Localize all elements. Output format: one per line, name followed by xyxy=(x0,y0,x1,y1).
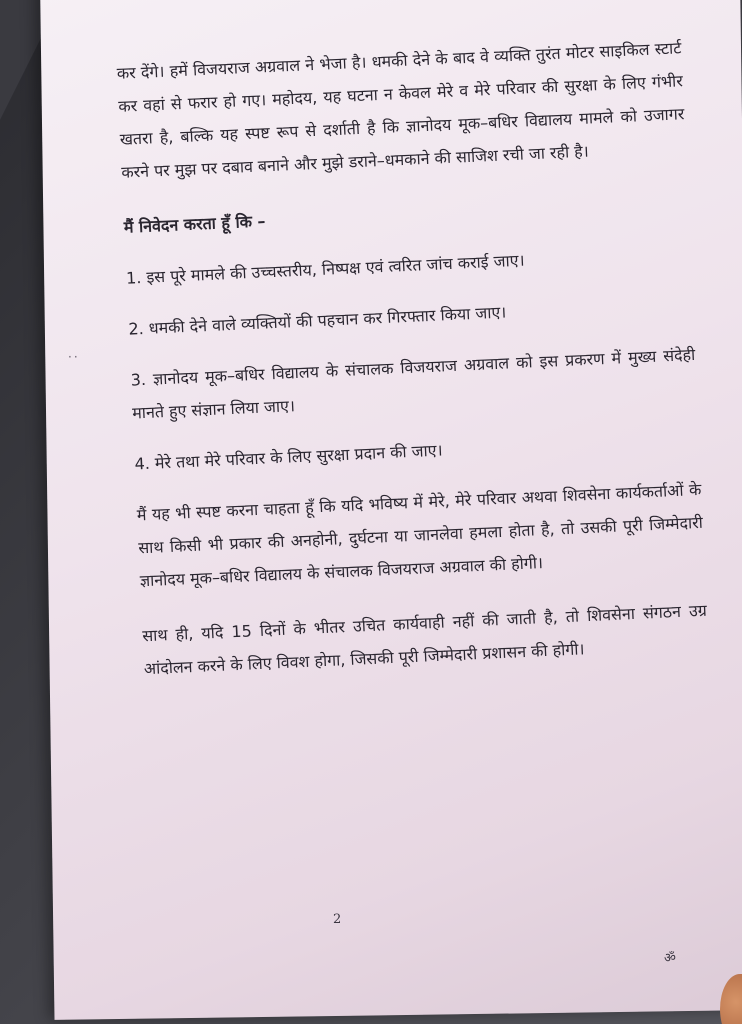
intro-paragraph: कर देंगे। हमें विजयराज अग्रवाल ने भेजा है। धमकी देने के बाद वे व्यक्ति तुरंत मोटर साइकिल स्टार्ट कर वहां से फरार हो गए। महोदय, यह घटना न केवल मेरे व मेरे परिवार की सुरक्षा के लिए गंभीर खतरा है, बल्कि यह स्पष्ट रूप से दर्शाती है कि ज्ञानोदय मूक–बधिर विद्यालय मामले को उजागर करने पर मुझ पर दबाव बनाने और मुझे डराने–धमकाने की साजिश रची जा रही है। xyxy=(116,38,685,182)
letter-body xyxy=(116,31,710,707)
request-item-4: 4. मेरे तथा मेरे परिवार के लिए सुरक्षा प्रदान की जाए। xyxy=(134,440,443,474)
stray-dots: ·· xyxy=(68,350,80,364)
request-item-3: 3. ज्ञानोदय मूक–बधिर विद्यालय के संचालक विजयराज अग्रवाल को इस प्रकरण में मुख्य संदेही मानते हुए संज्ञान लिया जाए। xyxy=(130,344,696,423)
request-heading: मैं निवेदन करता हूँ कि – xyxy=(123,211,266,237)
corner-mark: ॐ xyxy=(664,951,676,966)
paper-sheet xyxy=(40,0,742,1020)
request-item-2: 2. धमकी देने वाले व्यक्तियों की पहचान कर गिरफ्तार किया जाए। xyxy=(128,302,507,339)
request-item-1: 1. इस पूरे मामले की उच्चस्तरीय, निष्पक्ष एवं त्वरित जांच कराई जाए। xyxy=(125,250,525,288)
page-number: 2 xyxy=(333,912,342,927)
responsibility-paragraph: मैं यह भी स्पष्ट करना चाहता हूँ कि यदि भविष्य में मेरे, मेरे परिवार अथवा शिवसेना कार्यकर्ताओं के साथ किसी भी प्रकार की अनहोनी, दुर्घटना या जानलेवा हमला होता है, तो उसकी पूरी जिम्मेदारी ज्ञानोदय मूक–बधिर विद्यालय के संचालक विजयराज अग्रवाल की होगी। xyxy=(136,479,704,591)
ultimatum-paragraph: साथ ही, यदि 15 दिनों के भीतर उचित कार्यवाही नहीं की जाती है, तो शिवसेना संगठन उग्र आंदोलन करने के लिए विवश होगा, जिसकी पूरी जिम्मेदारी प्रशासन की होगी। xyxy=(141,600,708,679)
